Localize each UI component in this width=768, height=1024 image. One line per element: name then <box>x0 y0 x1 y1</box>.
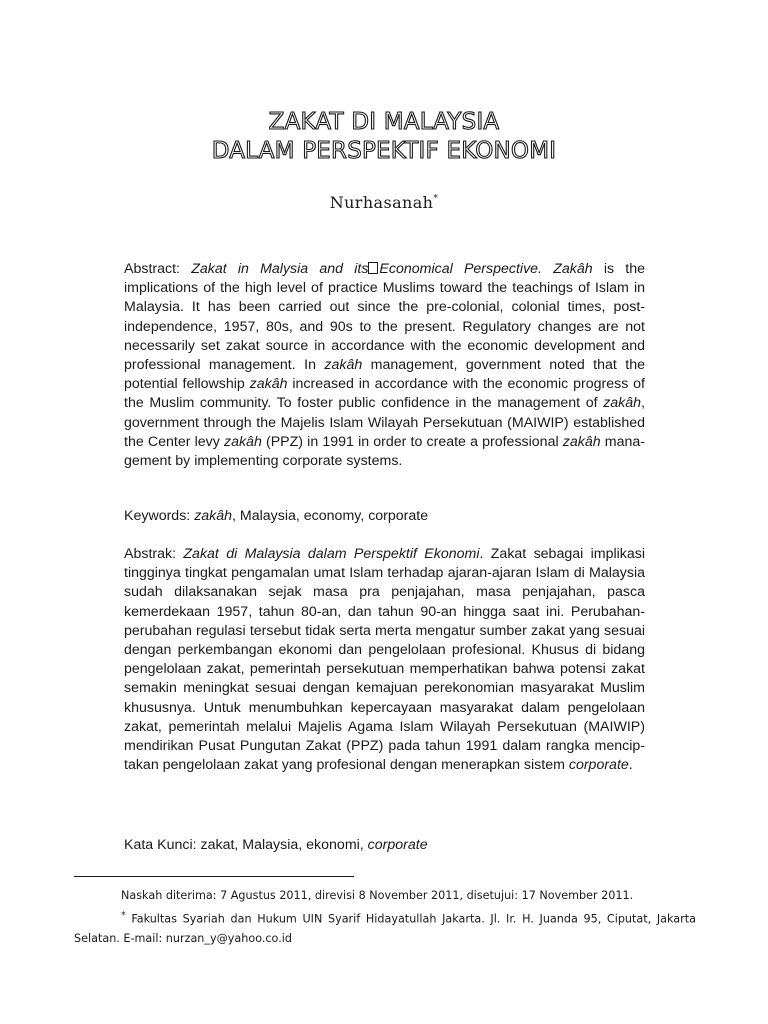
keywords-list: , Malaysia, economy, corporate <box>232 508 429 524</box>
keyword-zakah: zakâh <box>194 508 233 524</box>
abstrak-label: Abstrak: <box>124 546 177 562</box>
abstrak-title: Zakat di Malaysia dalam Perspektif Ekonomi <box>183 546 480 562</box>
keywords-indonesian <box>124 836 645 855</box>
abstrak-text: . Zakat sebagai implikasi tingginya tingkat pengamalan umat Islam terhadap ajaran-ajaran Islam di Malaysia sudah dilaksanakan sejak masa pra penjajahan, masa penjajahan, pasca kemerdekaan 1957, tahun 80-an, dan tahun 90-an hingga saat ini. Perubahan-perubahan regulasi tersebut tidak serta merta mengatur sumber zakat yang sesuai dengan perkembangan ekonomi dan pengelolaan profesional. Khusus di bidang pengelolaan zakat, pemerintah persekutuan memperhatikan bahwa potensi zakat semakin meningkat sesuai dengan kemajuan perekonomian masyarakat Muslim khususnya. Untuk menumbuhkan kepercayaan masyarakat dalam pengelolaan zakat, pemerintah melalui Majelis Agama Islam Wilayah Persekutuan (MAIWIP) mendirikan Pusat Pungutan Zakat (PPZ) pada tahun 1991 dalam rangka menciptakan pengelolaan zakat yang profesional dengan menerapkan sistem <box>124 546 645 774</box>
author-name: Nurhasanah <box>329 193 434 212</box>
article-title <box>0 108 768 166</box>
missing-glyph-box <box>368 262 378 274</box>
kata-kunci-list: zakat, Malaysia, ekonomi, <box>196 837 368 853</box>
abstract-text: management by implementing corporate systems. <box>124 433 645 470</box>
term-zakah: zakâh <box>249 376 288 393</box>
abstract-text: is the implications of the high level of practice Muslims toward the teachings of Islam in Malaysia. It has been carried out since the pre-colonial, colonial times, post-independence, 1957, 80s, and 90s to the present. Regulatory changes are not necessarily set zakat source in accordance with the economic development and professional management. In <box>124 261 646 374</box>
abstract-text: management, government noted that the potential fellowship <box>124 357 645 393</box>
abstract-english <box>124 260 645 471</box>
footnote-affiliation <box>74 906 696 949</box>
abstract-text: , government through the Majelis Islam Wilayah Persekutuan (MAIWIP) established the Center levy <box>124 395 645 450</box>
term-corporate: corporate <box>568 757 629 774</box>
keywords-label: Keywords: <box>124 508 191 524</box>
footnotes <box>74 886 696 948</box>
abstract-title-rest: Economical Perspective. <box>379 261 543 277</box>
affiliation-text: Fakultas Syariah dan Hukum UIN Syarif Hidayatullah Jakarta. Jl. Ir. H. Juanda 95, Ciputat, Jakarta Selatan. E-mail: nurzan_y@yahoo.co.id <box>74 912 696 945</box>
term-zakah: zakâh <box>324 357 363 374</box>
abstract-text: increased in accordance with the economic progress of the Muslim community. To foster public confidence in the management of <box>124 376 645 412</box>
abstract-title: Zakat in Malysia and its <box>191 261 369 277</box>
term-zakah: zakâh <box>223 433 262 450</box>
abstract-indonesian <box>124 545 645 775</box>
footnote-received: Naskah diterima: 7 Agustus 2011, direvisi 8 November 2011, disetujui: 17 November 2011. <box>121 889 634 902</box>
affiliation-mark: * <box>121 909 126 921</box>
title-line-1: ZAKAT DI MALAYSIA <box>268 109 500 135</box>
abstract-text: (PPZ) in 1991 in order to create a professional <box>261 433 563 450</box>
abstract-label: Abstract: <box>124 261 180 277</box>
term-zakah: Zakâh <box>553 261 593 277</box>
kata-kunci-label: Kata Kunci: <box>124 837 197 853</box>
keywords-english <box>124 507 645 526</box>
term-zakah: zakâh <box>562 433 601 450</box>
author-line <box>0 193 768 212</box>
kata-kunci-corporate: corporate <box>367 837 428 853</box>
footnote-divider <box>74 876 354 877</box>
title-line-2: DALAM PERSPEKTIF EKONOMI <box>211 138 557 164</box>
abstrak-end: . <box>628 757 633 774</box>
term-zakah: zakâh <box>603 395 642 412</box>
author-footnote-mark: * <box>433 194 439 204</box>
